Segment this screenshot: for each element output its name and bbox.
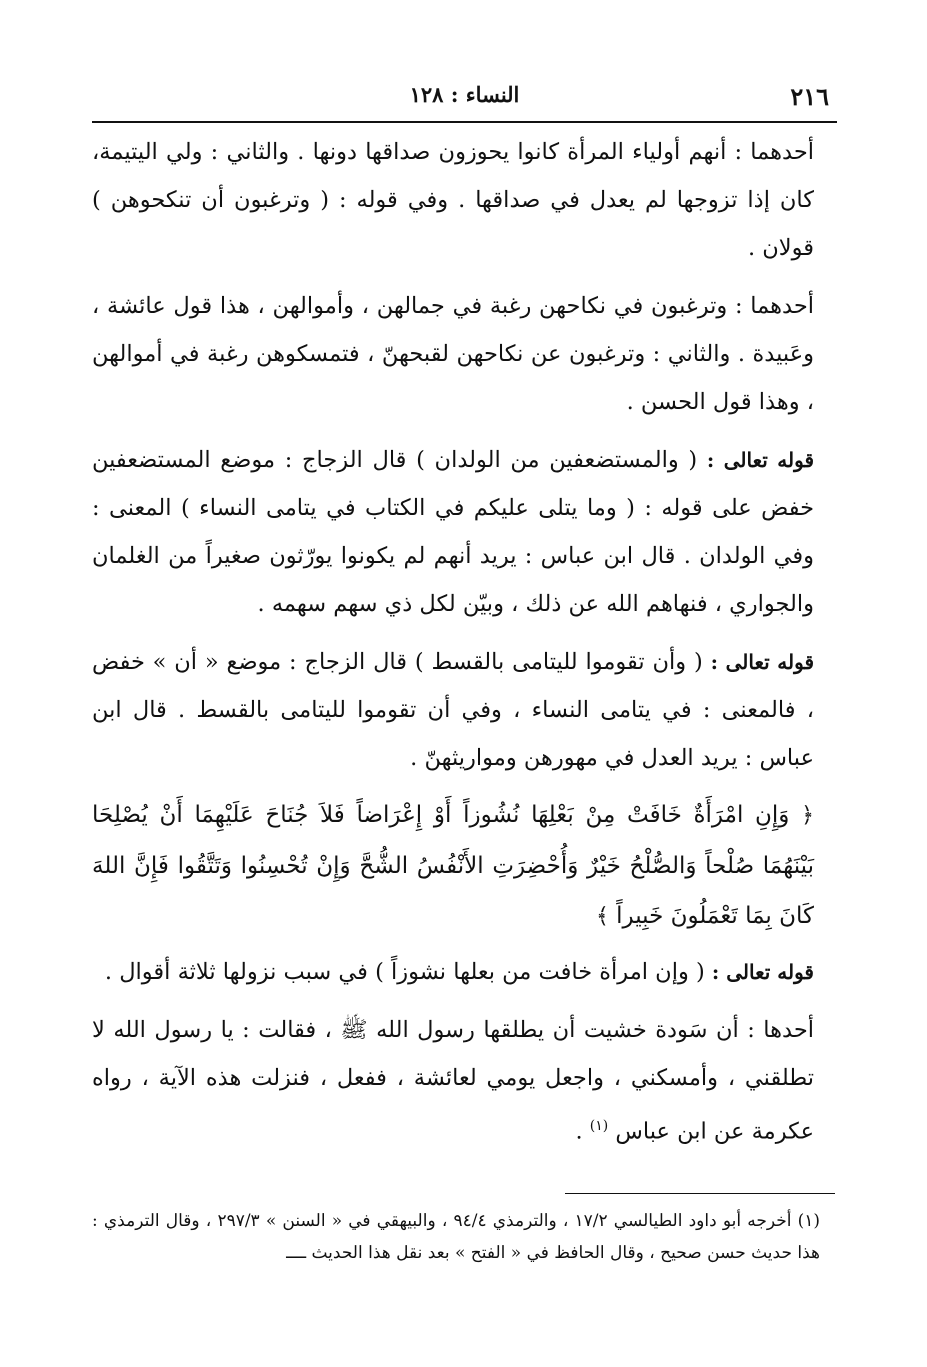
quran-verse (92, 790, 814, 942)
paragraph (92, 128, 814, 272)
paragraph-lead: قوله تعالى : (711, 960, 814, 984)
paragraph-text: أحدهما : وترغبون في نكاحهن رغبة في جمالهن ، وأموالهن ، هذا قول عائشة ، وعَبيدة . والثاني : وترغبون عن نكاحهن لقبحهنّ ، فتمسكوهن رغبة في أموالهن ، وهذا قول الحسن . (92, 293, 814, 415)
paragraph (92, 282, 814, 426)
paragraph-text: أحدهما : أنهم أولياء المرأة كانوا يحوزون صداقها دونها . والثاني : ولي اليتيمة، كان إذا تزوجها لم يعدل في صداقها . وفي قوله : ( وترغبون أن تنكحوهن ) قولان . (92, 139, 814, 261)
running-title: النساء : ١٢٨ (409, 82, 520, 107)
paragraph-text: أحدها : أن سَودة خشيت أن يطلقها رسول الله ﷺ ، فقالت : يا رسول الله لا تطلقني ، وأمسكني ، واجعل يومي لعائشة ، ففعل ، فنزلت هذه الآية ، رواه عكرمة عن ابن عباس (92, 1017, 814, 1145)
verse-open-bracket: ﴿ (801, 803, 815, 828)
paragraph-tail: . (575, 1118, 583, 1145)
footnote: (١) أخرجه أبو داود الطيالسي ١٧/٢ ، والترمذي ٩٤/٤ ، والبيهقي في « السنن » ٢٩٧/٣ ، وقال الترمذي : هذا حديث حسن صحيح ، وقال الحافظ في « الفتح » بعد نقل هذا الحديث ــــ (92, 1211, 821, 1263)
paragraph (92, 638, 814, 782)
page-number: ٢١٦ (790, 82, 829, 111)
paragraph-text: ( والمستضعفين من الولدان ) قال الزجاج : موضع المستضعفين خفض على قوله : ( وما يتلى عليكم في الكتاب في يتامى النساء ) المعنى : وفي الولدان . قال ابن عباس : يريد أنهم لم يكونوا يورّثون صغيراً من الغلمان والجواري ، فنهاهم الله عن ذلك ، وبيّن لكل ذي سهم سهمه . (92, 447, 814, 617)
paragraph (92, 948, 814, 996)
body-text (92, 128, 814, 1156)
verse-text: وَإِنِ امْرَأَةٌ خَافَتْ مِنْ بَعْلِهَا نُشُوزاً أَوْ إِعْرَاضاً فَلاَ جُنَاحَ عَلَيْهِمَا أَنْ يُصْلِحَا بَيْنَهُمَا صُلْحاً وَالصُّلْحُ خَيْرٌ وَأُحْضِرَتِ الأَنْفُسُ الشُّحَّ وَإِنْ تُحْسِنُوا وَتَتَّقُوا فَإِنَّ اللهَ كَانَ بِمَا تَعْمَلُونَ خَبِيراً (92, 802, 814, 929)
footnote-rule (565, 1193, 835, 1194)
paragraph-text: ( وأن تقوموا لليتامى بالقسط ) قال الزجاج : موضع « أن » خفض ، فالمعنى : في يتامى النساء ، وفي أن تقوموا لليتامى بالقسط . قال ابن عباس : يريد العدل في مهورهن ومواريثهنّ . (92, 649, 814, 771)
paragraph-text: ( وإن امرأة خافت من بعلها نشوزاً ) في سبب نزولها ثلاثة أقوال . (104, 959, 705, 985)
paragraph-lead: قوله تعالى : (706, 448, 815, 472)
paragraph (92, 436, 814, 628)
running-head (92, 78, 837, 112)
footnote-reference: (١) (589, 1118, 609, 1134)
verse-close-bracket: ﴾ (595, 904, 609, 929)
header-rule (92, 121, 837, 123)
paragraph-lead: قوله تعالى : (710, 650, 814, 674)
paragraph (92, 1006, 814, 1156)
